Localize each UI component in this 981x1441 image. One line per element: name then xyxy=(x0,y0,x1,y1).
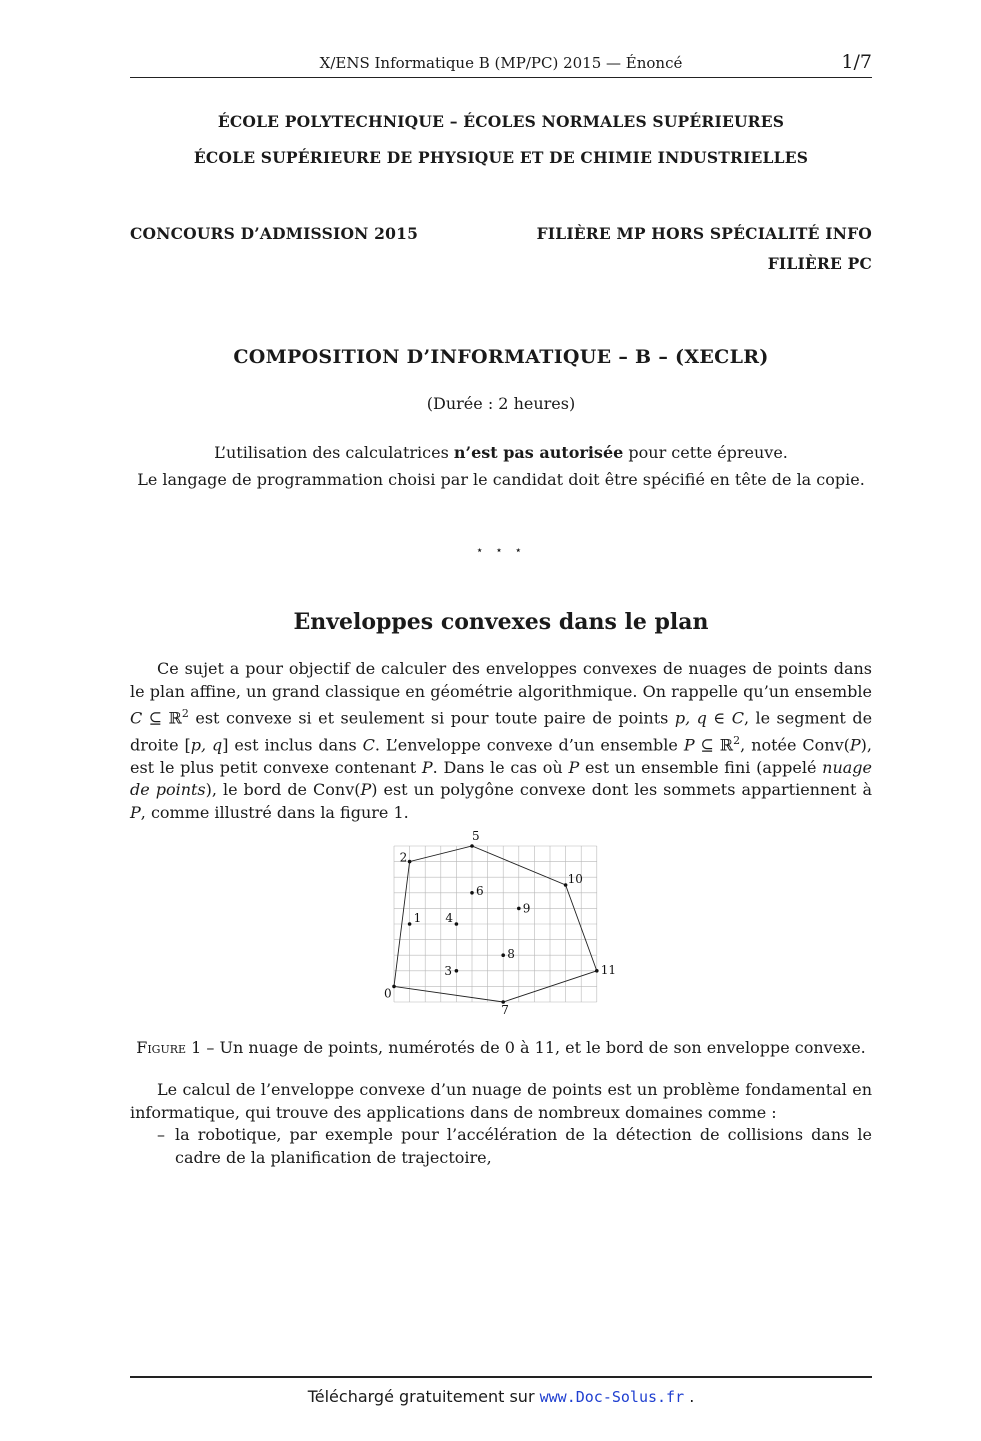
composition-title: COMPOSITION D’INFORMATIQUE – B – (XECLR) xyxy=(233,346,769,368)
list-bullet-dash: – xyxy=(157,1125,165,1144)
calculator-text-before: L’utilisation des calculatrices xyxy=(214,443,454,462)
convex-hull-figure xyxy=(380,826,630,1026)
point-label-8: 8 xyxy=(507,947,515,962)
point-6 xyxy=(470,891,474,895)
header-rule xyxy=(130,77,872,78)
filiere-pc: FILIÈRE PC xyxy=(767,254,872,273)
second-paragraph xyxy=(130,1079,872,1124)
calculator-notice xyxy=(130,443,872,462)
calculator-text-after: pour cette épreuve. xyxy=(623,443,788,462)
concours-label: CONCOURS D’ADMISSION 2015 xyxy=(130,224,419,243)
point-label-5: 5 xyxy=(472,829,480,843)
institution-line-1: ÉCOLE POLYTECHNIQUE – ÉCOLES NORMALES SUPÉRIEURES xyxy=(217,112,785,131)
footer xyxy=(130,1387,872,1406)
footer-end: . xyxy=(684,1387,695,1406)
list-item-text: la robotique, par exemple pour l’accélération de la détection de collisions dans le cadre de la planification de trajectoire, xyxy=(175,1125,872,1167)
footer-text: Téléchargé gratuitement sur xyxy=(307,1387,540,1406)
filiere-mp: FILIÈRE MP HORS SPÉCIALITÉ INFO xyxy=(536,224,872,243)
point-label-6: 6 xyxy=(476,883,484,898)
point-5 xyxy=(470,844,474,848)
point-label-2: 2 xyxy=(399,850,408,865)
point-0 xyxy=(392,985,396,989)
point-label-7: 7 xyxy=(501,1003,509,1017)
point-1 xyxy=(408,922,412,926)
separator-stars: ⋆ ⋆ ⋆ xyxy=(475,543,527,557)
calculator-bold: n’est pas autorisée xyxy=(453,443,624,462)
point-label-1: 1 xyxy=(413,911,422,925)
running-header xyxy=(130,51,872,78)
footer-rule xyxy=(130,1376,872,1378)
point-label-4: 4 xyxy=(445,911,454,925)
second-paragraph-text: Le calcul de l’enveloppe convexe d’un nuage de points est un problème fondamental en informatique, qui trouve des applications dans de nombreux domaines comme : xyxy=(130,1080,872,1122)
institution-line-2: ÉCOLE SUPÉRIEURE DE PHYSIQUE ET DE CHIMIE INDUSTRIELLES xyxy=(193,148,809,167)
section-title: Enveloppes convexes dans le plan xyxy=(293,609,709,635)
page-number: 1/7 xyxy=(841,51,872,73)
header-title: X/ENS Informatique B (MP/PC) 2015 — Énoncé xyxy=(319,54,683,72)
intro-paragraph: Ce sujet a pour objectif de calculer des enveloppes convexes de nuages de points dans le plan affine, un grand classique en géométrie algorithmique. On rappelle qu’un ensemble C ⊆ ℝ$^2$ est convexe si et seulement si pour toute paire de points p, q ∈ C, le segment de droite [p, q] est inclus dans C. L’enveloppe convexe d’un ensemble P ⊆ ℝ$^2$, notée Conv(P), est le plus petit convexe contenant P. Dans le cas où P est un ensemble fini (appelé nuage de points), le bord de Conv(P) est un polygône convexe dont les sommets appartiennent à P, comme illustré dans la figure 1. xyxy=(130,659,873,822)
point-8 xyxy=(501,953,505,957)
point-4 xyxy=(455,922,459,926)
language-notice: Le langage de programmation choisi par le candidat doit être spécifié en tête de la copie. xyxy=(137,470,865,489)
figure-caption xyxy=(130,1038,872,1057)
point-label-11: 11 xyxy=(600,962,617,977)
point-label-9: 9 xyxy=(522,901,531,916)
point-9 xyxy=(517,907,521,911)
figure-caption-text: – Un nuage de points, numérotés de 0 à 11, et le bord de son enveloppe convexe. xyxy=(201,1038,866,1057)
point-2 xyxy=(408,860,412,864)
figure-grid xyxy=(394,846,597,1002)
point-label-0: 0 xyxy=(384,986,392,1001)
doc-solus-link[interactable]: www.Doc-Solus.fr xyxy=(539,1388,685,1406)
point-label-10: 10 xyxy=(567,872,583,886)
point-label-3: 3 xyxy=(444,963,453,978)
figure-caption-label: Figure 1 xyxy=(136,1038,202,1057)
point-11 xyxy=(595,969,599,973)
point-3 xyxy=(455,969,459,973)
duration: (Durée : 2 heures) xyxy=(426,394,576,413)
